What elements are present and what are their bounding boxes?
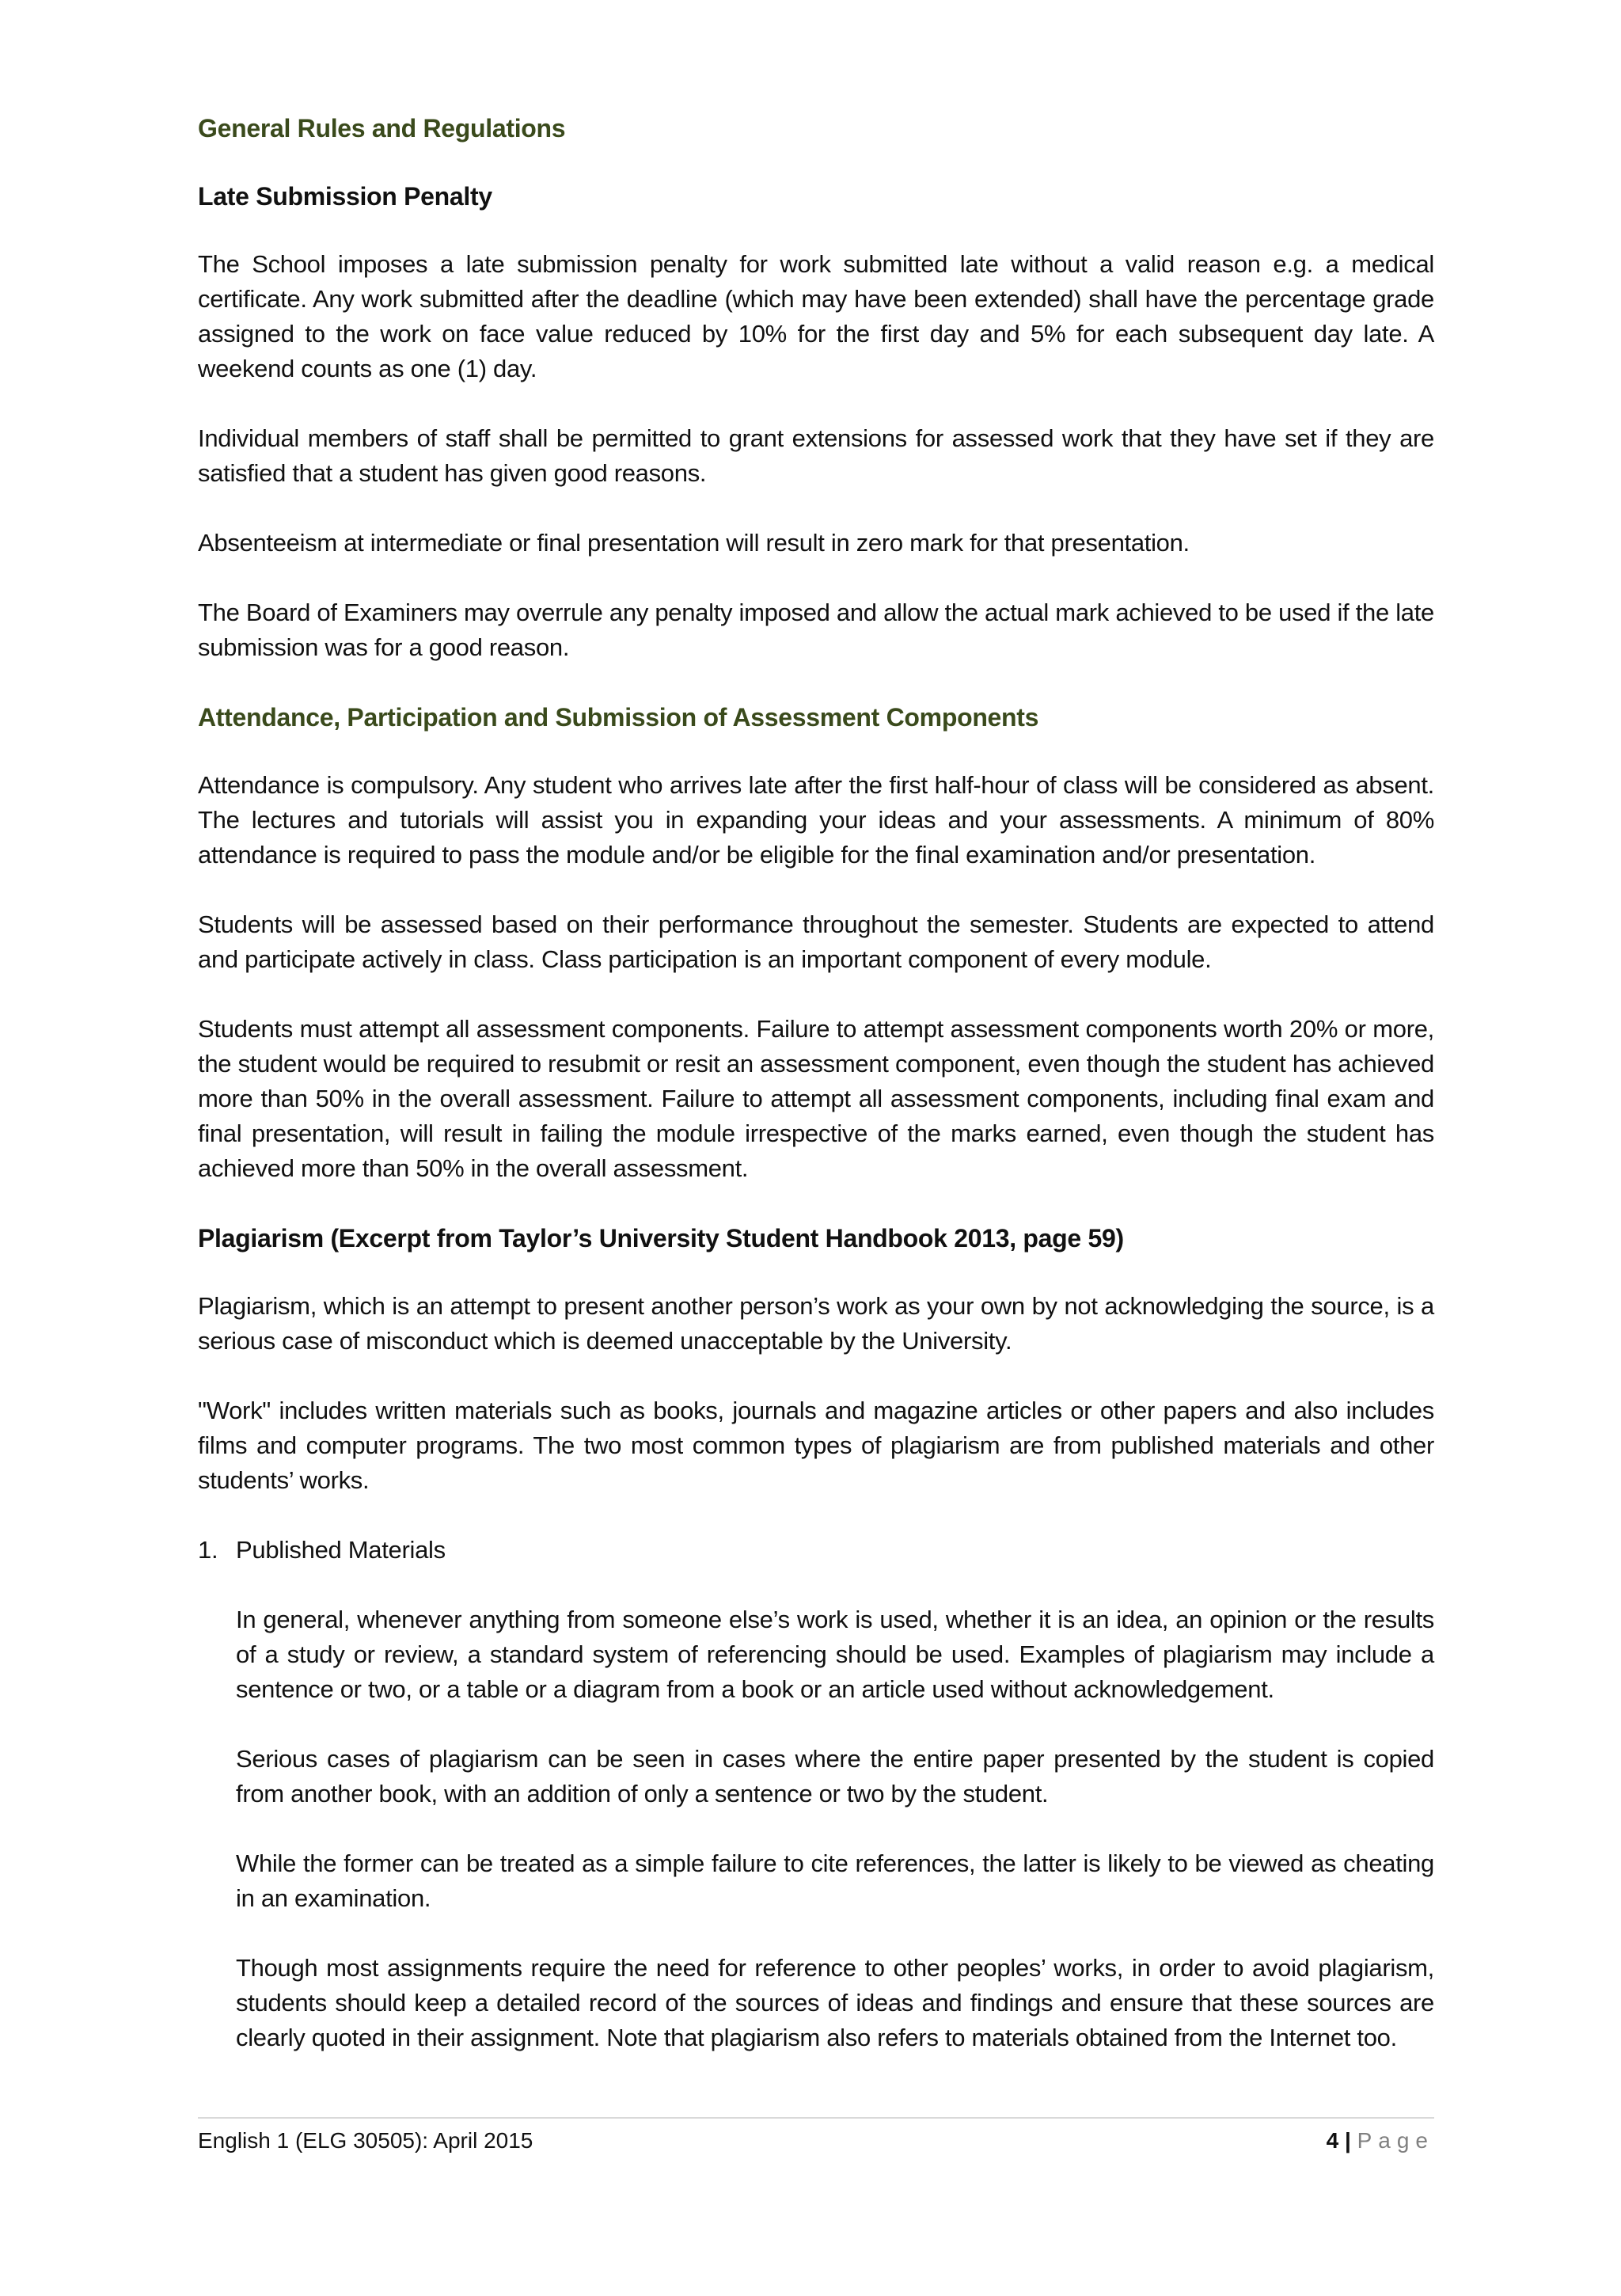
attendance-paragraph-2: Students will be assessed based on their performance throughout the semester. Students are expected to attend and participate actively in class. Class participation is an important component of every module. xyxy=(198,910,1434,973)
section-heading-late-submission: Late Submission Penalty xyxy=(198,182,492,211)
footer-page-number: 4 xyxy=(1326,2128,1339,2153)
document-body xyxy=(198,111,1434,2090)
list-item-body xyxy=(236,1602,1434,2055)
late-submission-paragraph-1: The School imposes a late submission penalty for work submitted late without a valid reason e.g. a medical certificate. Any work submitted after the deadline (which may have been extended) shall have the percentage grade assigned to the work on face value reduced by 10% for the first day and 5% for each subsequent day late. A weekend counts as one (1) day. xyxy=(198,250,1434,382)
plagiarism-paragraph-2: "Work" includes written materials such as books, journals and magazine articles or other papers and also includes films and computer programs. The two most common types of plagiarism are from published materials and other students’ works. xyxy=(198,1397,1434,1494)
section-heading-plagiarism: Plagiarism (Excerpt from Taylor’s University Student Handbook 2013, page 59) xyxy=(198,1224,1124,1253)
plagiarism-paragraph-1: Plagiarism, which is an attempt to present another person’s work as your own by not acknowledging the source, is a serious case of misconduct which is deemed unacceptable by the University. xyxy=(198,1292,1434,1355)
footer-page-label: Page xyxy=(1357,2128,1434,2153)
published-materials-paragraph-2: Serious cases of plagiarism can be seen in cases where the entire paper presented by the student is copied from another book, with an addition of only a sentence or two by the student. xyxy=(236,1745,1434,1808)
late-submission-paragraph-4: The Board of Examiners may overrule any penalty imposed and allow the actual mark achieved to be used if the late submission was for a good reason. xyxy=(198,599,1434,661)
list-item-published-materials xyxy=(198,1533,1434,1568)
footer-course-info: English 1 (ELG 30505): April 2015 xyxy=(198,2128,533,2153)
published-materials-paragraph-3: While the former can be treated as a simple failure to cite references, the latter is likely to be viewed as cheating in an examination. xyxy=(236,1849,1434,1912)
published-materials-paragraph-4: Though most assignments require the need for reference to other peoples’ works, in order to avoid plagiarism, students should keep a detailed record of the sources of ideas and findings and ensure that these sources are clearly quoted in their assignment. Note that plagiarism also refers to materials obtained from the Internet too. xyxy=(236,1954,1434,2051)
footer-page-indicator xyxy=(1327,2125,1434,2157)
section-heading-attendance: Attendance, Participation and Submission of Assessment Components xyxy=(198,703,1039,732)
late-submission-paragraph-2: Individual members of staff shall be permitted to grant extensions for assessed work that they have set if they are satisfied that a student has given good reasons. xyxy=(198,424,1434,487)
page-footer xyxy=(198,2117,1434,2157)
list-item-title: Published Materials xyxy=(236,1536,446,1564)
published-materials-paragraph-1: In general, whenever anything from someone else’s work is used, whether it is an idea, an opinion or the results of a study or review, a standard system of referencing should be used. Examples of plagiarism may include a sentence or two, or a table or a diagram from a book or an article used without acknowledgement. xyxy=(236,1606,1434,1703)
list-item-number: 1. xyxy=(198,1536,218,1564)
section-heading-general-rules: General Rules and Regulations xyxy=(198,114,566,143)
attendance-paragraph-3: Students must attempt all assessment components. Failure to attempt assessment components worth 20% or more, the student would be required to resubmit or resit an assessment component, even though the student has achieved more than 50% in the overall assessment. Failure to attempt all assessment components, including final exam and final presentation, will result in failing the module irrespective of the marks earned, even though the student has achieved more than 50% in the overall assessment. xyxy=(198,1015,1434,1182)
attendance-paragraph-1: Attendance is compulsory. Any student who arrives late after the first half-hour of class will be considered as absent. The lectures and tutorials will assist you in expanding your ideas and your assessments. A minimum of 80% attendance is required to pass the module and/or be eligible for the final examination and/or presentation. xyxy=(198,771,1434,869)
plagiarism-list xyxy=(198,1533,1434,2055)
late-submission-paragraph-3: Absenteeism at intermediate or final presentation will result in zero mark for that presentation. xyxy=(198,529,1190,557)
footer-separator: | xyxy=(1338,2128,1357,2153)
